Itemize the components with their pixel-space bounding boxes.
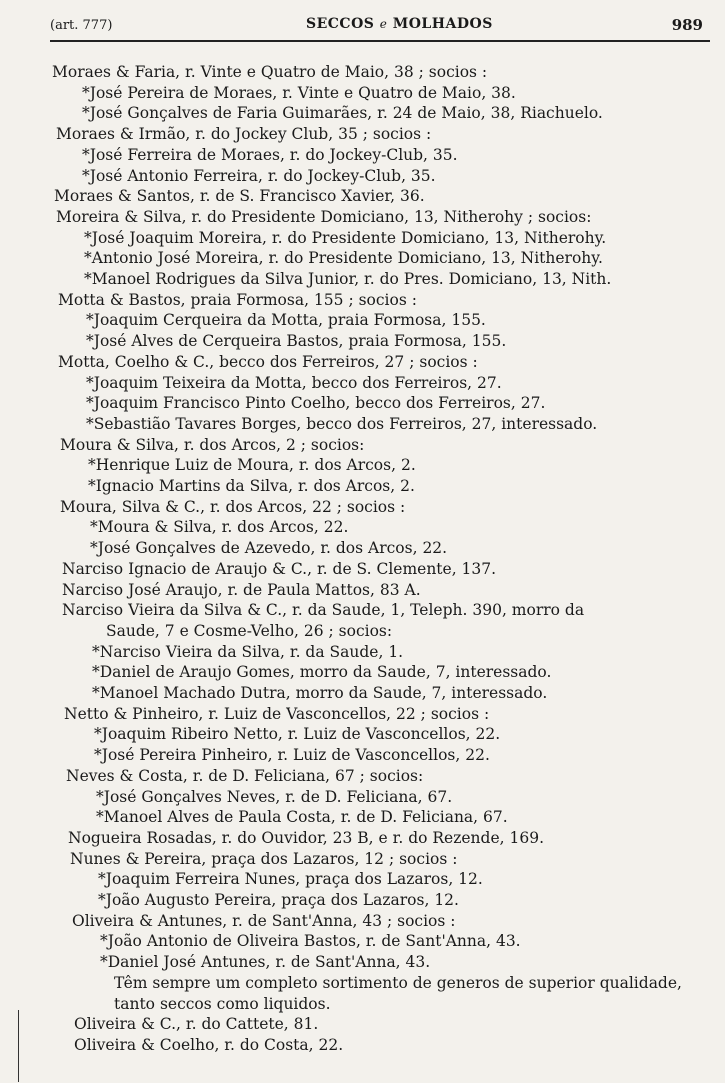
listing-line: Nogueira Rosadas, r. do Ouvidor, 23 B, e r. do Rezende, 169. <box>68 828 544 847</box>
listing-line: Oliveira & C., r. do Cattete, 81. <box>74 1015 319 1034</box>
listing-line: *Narciso Vieira da Silva, r. da Saude, 1. <box>92 642 404 661</box>
listing-line: *José Gonçalves de Faria Guimarães, r. 24 de Maio, 38, Riachuelo. <box>82 104 603 123</box>
listing-line: Netto & Pinheiro, r. Luiz de Vasconcellos, 22 ; socios : <box>64 704 490 723</box>
listing-line: Saude, 7 e Cosme-Velho, 26 ; socios: <box>106 621 393 640</box>
page-number: 989 <box>671 16 703 34</box>
listing-line: *José Pereira Pinheiro, r. Luiz de Vasconcellos, 22. <box>94 746 490 765</box>
listing-line: *Joaquim Ribeiro Netto, r. Luiz de Vasconcellos, 22. <box>94 725 501 744</box>
listing-line: Moraes & Irmão, r. do Jockey Club, 35 ; socios : <box>56 125 432 144</box>
listing-line: *Joaquim Cerqueira da Motta, praia Formosa, 155. <box>86 311 486 330</box>
listing-line: Nunes & Pereira, praça dos Lazaros, 12 ; socios : <box>70 849 458 868</box>
listing-line: *João Antonio de Oliveira Bastos, r. de Sant'Anna, 43. <box>100 932 521 951</box>
listing-line: *José Gonçalves Neves, r. de D. Feliciana, 67. <box>96 787 453 806</box>
listing-line: *João Augusto Pereira, praça dos Lazaros, 12. <box>98 891 459 909</box>
listing-line: Oliveira & Antunes, r. de Sant'Anna, 43 ; socios : <box>72 911 456 930</box>
section-title-connector: e <box>379 17 388 31</box>
listing-line: Moura & Silva, r. dos Arcos, 2 ; socios: <box>60 435 365 454</box>
listing-line: Narciso Vieira da Silva & C., r. da Saude, 1, Teleph. 390, morro da <box>62 601 585 620</box>
listing-line: *Manoel Alves de Paula Costa, r. de D. Feliciana, 67. <box>96 808 508 827</box>
listing-line: Oliveira & Coelho, r. do Costa, 22. <box>74 1035 344 1054</box>
listing-line: *José Alves de Cerqueira Bastos, praia Formosa, 155. <box>86 332 507 351</box>
listing-line: *José Pereira de Moraes, r. Vinte e Quatro de Maio, 38. <box>82 83 516 102</box>
listing-line: *Antonio José Moreira, r. do Presidente Domiciano, 13, Nitherohy. <box>84 249 603 268</box>
listing-line: tanto seccos como liquidos. <box>114 994 331 1013</box>
listing-line: Neves & Costa, r. de D. Feliciana, 67 ; socios: <box>66 766 424 785</box>
listing-line: Moraes & Santos, r. de S. Francisco Xavier, 36. <box>54 187 425 206</box>
listing-line: *Sebastião Tavares Borges, becco dos Ferreiros, 27, interessado. <box>86 414 598 433</box>
listing-line: Têm sempre um completo sortimento de generos de superior qualidade, <box>114 973 682 992</box>
listing-line: *Henrique Luiz de Moura, r. dos Arcos, 2. <box>88 456 416 475</box>
listing-line: Motta & Bastos, praia Formosa, 155 ; socios : <box>58 290 417 309</box>
listing-line: *Manoel Rodrigues da Silva Junior, r. do Pres. Domiciano, 13, Nith. <box>84 270 612 288</box>
listing-line: *José Gonçalves de Azevedo, r. dos Arcos, 22. <box>90 539 448 558</box>
listing-line: Narciso José Araujo, r. de Paula Mattos, 83 A. <box>62 580 421 599</box>
margin-line <box>18 1010 19 1082</box>
listing-line: *Joaquim Teixeira da Motta, becco dos Ferreiros, 27. <box>86 373 502 392</box>
listing-line: Motta, Coelho & C., becco dos Ferreiros, 27 ; socios : <box>58 352 478 371</box>
listing-line: *Joaquim Ferreira Nunes, praça dos Lazaros, 12. <box>98 870 483 889</box>
listing-line: *José Ferreira de Moraes, r. do Jockey-Club, 35. <box>82 145 458 164</box>
listing-line: *José Antonio Ferreira, r. do Jockey-Club, 35. <box>82 166 436 185</box>
listing-line: Narciso Ignacio de Araujo & C., r. de S. Clemente, 137. <box>62 559 497 578</box>
section-title-part-2: MOLHADOS <box>392 16 493 32</box>
article-reference: (art. 777) <box>50 18 113 33</box>
listing-line: *Ignacio Martins da Silva, r. dos Arcos, 2. <box>88 477 415 495</box>
listing-line: Moreira & Silva, r. do Presidente Domiciano, 13, Nitherohy ; socios: <box>56 207 592 226</box>
listing-line: Moraes & Faria, r. Vinte e Quatro de Maio, 38 ; socios : <box>52 63 488 81</box>
listing-line: *Daniel de Araujo Gomes, morro da Saude, 7, interessado. <box>92 663 552 682</box>
listing-line: *José Joaquim Moreira, r. do Presidente Domiciano, 13, Nitherohy. <box>84 228 607 247</box>
listing-line: *Manoel Machado Dutra, morro da Saude, 7, interessado. <box>92 684 548 702</box>
listing-line: Moura, Silva & C., r. dos Arcos, 22 ; socios : <box>60 497 406 516</box>
section-title-part-1: SECCOS <box>306 16 375 32</box>
listing-line: *Daniel José Antunes, r. de Sant'Anna, 43. <box>100 953 431 972</box>
header-rule <box>50 40 710 42</box>
page-header <box>50 14 717 38</box>
listing-line: *Joaquim Francisco Pinto Coelho, becco dos Ferreiros, 27. <box>86 394 546 413</box>
listing-line: *Moura & Silva, r. dos Arcos, 22. <box>90 518 349 537</box>
section-title <box>306 16 493 32</box>
